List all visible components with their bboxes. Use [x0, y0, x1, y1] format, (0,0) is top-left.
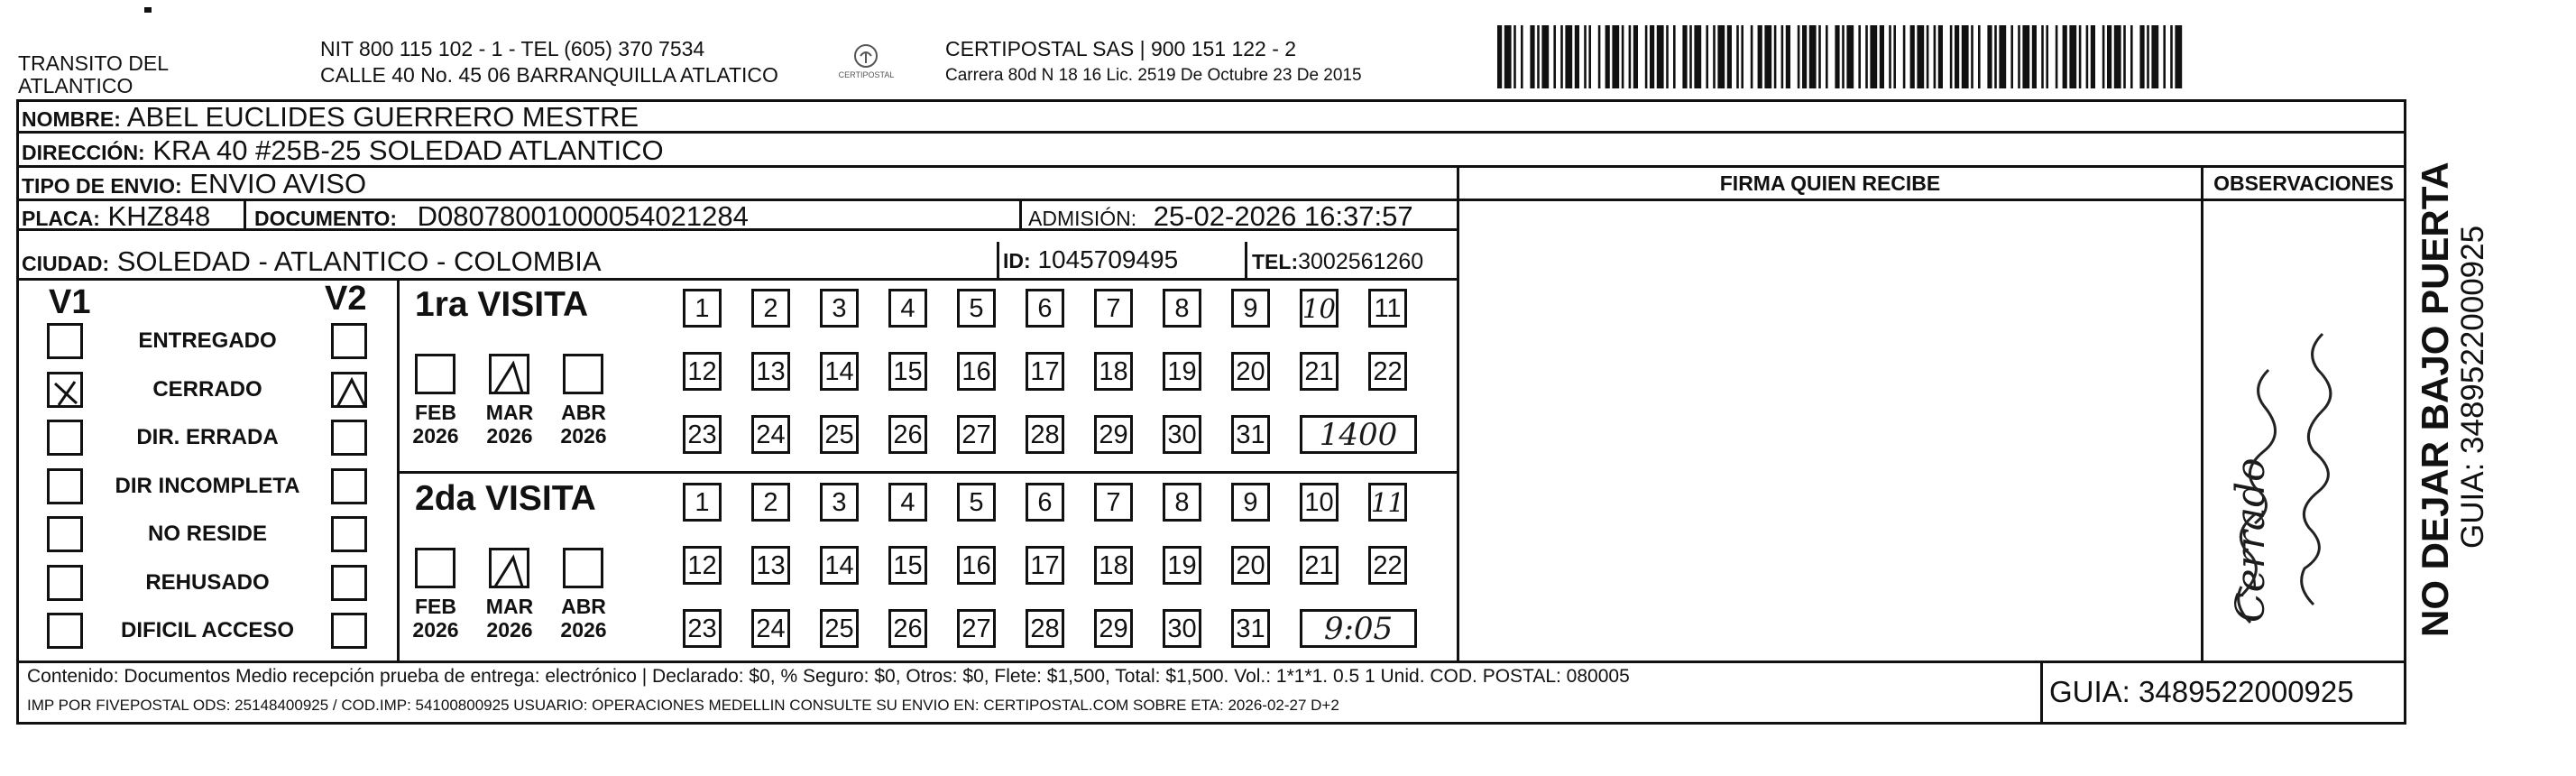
day-box[interactable]: 31 [1231, 609, 1270, 648]
barcode-bar [1927, 25, 1929, 88]
observaciones-header: OBSERVACIONES [2213, 171, 2394, 195]
day-box[interactable]: 3 [820, 289, 859, 328]
v2-checkbox[interactable] [331, 372, 367, 408]
status-label: CERRADO [152, 376, 262, 402]
day-box[interactable]: 3 [820, 483, 859, 522]
barcode-bar [1880, 25, 1884, 88]
v2-checkbox[interactable] [331, 516, 367, 552]
barcode-bar [1870, 25, 1877, 88]
day-box[interactable]: 10 [1300, 289, 1339, 328]
barcode-bar [1622, 25, 1624, 88]
day-box[interactable]: 13 [751, 546, 790, 585]
barcode-bar [1612, 25, 1619, 88]
license-line: Carrera 80d N 18 16 Lic. 2519 De Octubre 23 De 2015 [945, 66, 1362, 85]
tel-value: 3002561260 [1298, 249, 1424, 274]
x-mark-icon [50, 374, 86, 411]
barcode-bar [1758, 25, 1762, 88]
no-dejar-text: NO DEJAR BAJO PUERTA [2414, 162, 2456, 637]
month-name: ABR [561, 595, 606, 618]
barcode-bar [1633, 25, 1638, 88]
rule [1245, 242, 1247, 278]
day-box[interactable]: 21 [1300, 352, 1339, 391]
barcode-bar [1917, 25, 1924, 88]
barcode-bar [1598, 25, 1601, 88]
barcode-bar [1513, 25, 1516, 88]
month-label [404, 595, 467, 642]
direccion-value: KRA 40 #25B-25 SOLEDAD ATLANTICO [152, 134, 664, 166]
month-label [404, 401, 467, 448]
day-box[interactable]: 22 [1368, 352, 1407, 391]
v1-checkbox[interactable] [47, 468, 83, 504]
v2-checkbox[interactable] [331, 323, 367, 359]
day-box[interactable]: 27 [957, 415, 996, 454]
tel-row [1252, 245, 1423, 278]
barcode-bar [2079, 25, 2082, 88]
logo-text: CERTIPOSTAL [838, 70, 895, 79]
day-box[interactable]: 30 [1163, 609, 1201, 648]
day-box[interactable]: 20 [1231, 546, 1270, 585]
barcode-bar [1605, 25, 1610, 88]
rule [1457, 165, 1459, 663]
logo-icon [828, 38, 905, 92]
id-label: ID: [1003, 249, 1031, 273]
barcode-bar [1689, 25, 1692, 88]
rule [2404, 99, 2406, 725]
day-box[interactable]: 21 [1300, 546, 1339, 585]
barcode-bar [1565, 25, 1572, 88]
v2-checkbox[interactable] [331, 420, 367, 456]
tipo-label: TIPO DE ENVIO: [22, 174, 182, 198]
month-name: MAR [485, 401, 534, 424]
placa-row [22, 200, 210, 235]
day-box[interactable]: 14 [820, 546, 859, 585]
barcode-bar [1673, 25, 1676, 88]
day-box[interactable]: 15 [888, 546, 927, 585]
barcode-bar [1694, 25, 1701, 88]
barcode-bar [1809, 25, 1817, 88]
barcode-bar [1903, 25, 1906, 88]
day-box[interactable]: 27 [957, 609, 996, 648]
month-year: 2026 [560, 424, 607, 448]
rule [16, 661, 2406, 663]
barcode-bar [1938, 25, 1943, 88]
id-value: 1045709495 [1037, 245, 1179, 273]
barcode-bar [1865, 25, 1868, 88]
direccion-row [22, 134, 664, 169]
nombre-label: NOMBRE: [22, 107, 121, 131]
status-label: DIR INCOMPLETA [115, 473, 300, 498]
status-label: NO RESIDE [147, 522, 268, 546]
day-box[interactable]: 12 [683, 352, 722, 391]
month-label [552, 595, 615, 642]
barcode-bar [1645, 25, 1648, 88]
barcode-bar [1717, 25, 1725, 88]
admision-row [1028, 200, 1413, 235]
barcode-bar [1889, 25, 1891, 88]
day-box[interactable]: 29 [1094, 609, 1133, 648]
barcode-bar [2170, 25, 2173, 88]
day-box[interactable]: 26 [888, 609, 927, 648]
barcode-bar [2010, 25, 2013, 88]
month-year: 2026 [412, 424, 459, 448]
day-box[interactable]: 8 [1163, 289, 1201, 328]
direccion-label: DIRECCIÓN: [22, 141, 145, 164]
day-box[interactable]: 28 [1026, 415, 1064, 454]
visit-title: 1ra VISITA [415, 285, 589, 324]
day-box[interactable]: 2 [751, 483, 790, 522]
barcode-bar [1846, 25, 1854, 88]
barcode-bar [2091, 25, 2095, 88]
rule [16, 722, 2406, 725]
month-checkbox[interactable] [489, 548, 529, 588]
barcode-graphic [1497, 25, 2183, 88]
month-label [478, 401, 541, 448]
day-box[interactable]: 6 [1026, 483, 1064, 522]
month-checkbox[interactable] [415, 354, 455, 394]
barcode-bar [1741, 25, 1743, 88]
documento-label: DOCUMENTO: [254, 207, 398, 230]
barcode-bar [1971, 25, 1973, 88]
status-label: REHUSADO [145, 569, 270, 595]
day-box[interactable]: 29 [1094, 415, 1133, 454]
rule [16, 99, 19, 725]
barcode-bar [1764, 25, 1771, 88]
day-box[interactable]: 16 [957, 546, 996, 585]
barcode-bar [2139, 25, 2144, 88]
barcode-bar [2018, 25, 2020, 88]
day-box[interactable]: 17 [1026, 352, 1064, 391]
month-checkbox[interactable] [489, 354, 529, 394]
barcode-bar [1798, 25, 1800, 88]
id-row [1003, 244, 1178, 277]
ciudad-label: CIUDAD: [22, 252, 110, 275]
barcode-bar [1657, 25, 1664, 88]
certipostal-info [945, 38, 1362, 86]
day-box[interactable]: 30 [1163, 415, 1201, 454]
day-box[interactable]: 11 [1368, 289, 1407, 328]
barcode-bar [2041, 25, 2044, 88]
rule [244, 199, 246, 231]
barcode-bar [1575, 25, 1579, 88]
rule [397, 278, 400, 663]
barcode-bar [1682, 25, 1687, 88]
day-box[interactable]: 17 [1026, 546, 1064, 585]
barcode-bar [2022, 25, 2029, 88]
barcode-bar [1560, 25, 1563, 88]
barcode-bar [1521, 25, 1523, 88]
barcode-bar [1955, 25, 1959, 88]
month-year: 2026 [412, 618, 459, 642]
barcode-bar [1978, 25, 1981, 88]
day-box[interactable]: 8 [1163, 483, 1201, 522]
tipo-row [22, 168, 366, 202]
nombre-row [22, 101, 639, 135]
contenido-text: Contenido: Documentos Medio recepción prueba de entrega: electrónico | Declarado: $0, % Seguro: $0, Otros: $0, Flete: $1,500, Total: $1,500. Vol.: 1*1*1. 0.5 1 Unid. COD. POSTAL: 080005 [27, 666, 1630, 687]
barcode-bar [2102, 25, 2105, 88]
day-box[interactable]: 12 [683, 546, 722, 585]
status-label: DIR. ERRADA [136, 425, 279, 449]
barcode-bar [1774, 25, 1777, 88]
barcode-bar [2032, 25, 2037, 88]
day-box[interactable]: 9 [1231, 289, 1270, 328]
barcode-bar [2086, 25, 2089, 88]
barcode-bar [1893, 25, 1896, 88]
barcode-bar [1706, 25, 1708, 88]
day-box[interactable]: 20 [1231, 352, 1270, 391]
day-box[interactable]: 14 [820, 352, 859, 391]
month-name: MAR [485, 595, 534, 618]
day-box[interactable]: 1 [683, 289, 722, 328]
barcode-bar [1537, 25, 1540, 88]
v2-label: V2 [325, 280, 367, 318]
handwritten-time: 9:05 [1300, 609, 1417, 648]
ciudad-row [22, 245, 602, 280]
day-box[interactable]: 31 [1231, 415, 1270, 454]
check-mark-icon [492, 550, 532, 591]
barcode-bar [1736, 25, 1739, 88]
guia-box-text: GUIA: 3489522000925 [2049, 675, 2354, 708]
barcode-bar [1588, 25, 1591, 88]
nombre-value: ABEL EUCLIDES GUERRERO MESTRE [126, 101, 639, 133]
barcode-bar [1802, 25, 1807, 88]
day-box[interactable]: 11 [1368, 483, 1407, 522]
nit-line: NIT 800 115 102 - 1 - TEL (605) 370 7534 [320, 37, 705, 60]
day-box[interactable]: 15 [888, 352, 927, 391]
barcode [1497, 25, 2183, 88]
barcode-bar [1650, 25, 1654, 88]
barcode-bar [2056, 25, 2058, 88]
barcode-bar [1553, 25, 1556, 88]
check-mark-icon [492, 356, 532, 397]
barcode-bar [2107, 25, 2111, 88]
day-box[interactable]: 5 [957, 289, 996, 328]
imp-text: IMP POR FIVEPOSTAL ODS: 25148400925 / COD.IMP: 54100800925 USUARIO: OPERACIONES MEDELLIN CONSULTE SU ENVIO EN: CERTIPOSTAL.COM SOBRE ETA: 2026-02-27 D+2 [27, 697, 1339, 714]
address-line: CALLE 40 No. 45 06 BARRANQUILLA ATLATICO [320, 63, 778, 87]
day-box[interactable]: 2 [751, 289, 790, 328]
day-box[interactable]: 22 [1368, 546, 1407, 585]
documento-value: D08078001000054021284 [417, 200, 749, 232]
ciudad-value: SOLEDAD - ATLANTICO - COLOMBIA [116, 245, 602, 277]
barcode-bar [1786, 25, 1790, 88]
barcode-bar [1962, 25, 1969, 88]
barcode-bar [2123, 25, 2126, 88]
day-box[interactable]: 9 [1231, 483, 1270, 522]
barcode-bar [2163, 25, 2166, 88]
barcode-bar [1999, 25, 2006, 88]
month-label [478, 595, 541, 642]
barcode-bar [1713, 25, 1716, 88]
barcode-bar [1835, 25, 1839, 88]
visit-title: 2da VISITA [415, 479, 596, 518]
barcode-bar [1826, 25, 1828, 88]
firma-header: FIRMA QUIEN RECIBE [1719, 171, 1941, 195]
day-box[interactable]: 24 [751, 415, 790, 454]
day-box[interactable]: 7 [1094, 289, 1133, 328]
month-checkbox[interactable] [563, 548, 603, 588]
barcode-bar [1781, 25, 1784, 88]
admision-label: ADMISIÓN: [1028, 207, 1137, 230]
barcode-bar [1666, 25, 1669, 88]
status-label: DIFICIL ACCESO [120, 618, 294, 642]
tel-label: TEL: [1252, 250, 1299, 273]
barcode-bar [2114, 25, 2121, 88]
month-checkbox[interactable] [563, 354, 603, 394]
day-box[interactable]: 19 [1163, 546, 1201, 585]
placa-label: PLACA: [22, 207, 100, 230]
barcode-bar [1584, 25, 1587, 88]
day-box[interactable]: 13 [751, 352, 790, 391]
day-box[interactable]: 23 [683, 609, 722, 648]
barcode-bar [2069, 25, 2076, 88]
rule [2201, 199, 2406, 201]
v1-checkbox[interactable] [47, 420, 83, 456]
company-line-1: TRANSITO DEL [18, 51, 169, 75]
barcode-bar [1842, 25, 1845, 88]
month-name: FEB [415, 401, 456, 424]
handwritten-time: 1400 [1300, 415, 1417, 454]
rule [1019, 199, 1022, 231]
day-box[interactable]: 4 [888, 483, 927, 522]
barcode-bar [1751, 25, 1753, 88]
company-name [18, 52, 169, 97]
barcode-bar [1497, 25, 1502, 88]
rule [2040, 661, 2043, 724]
day-box[interactable]: 25 [820, 609, 859, 648]
rule [397, 471, 1459, 474]
day-box[interactable]: 18 [1094, 546, 1133, 585]
certipostal-logo [828, 38, 905, 92]
tick-mark [144, 7, 152, 13]
rule [2201, 165, 2203, 663]
barcode-bar [1950, 25, 1953, 88]
month-label [552, 401, 615, 448]
check-mark-icon [334, 374, 370, 411]
month-year: 2026 [560, 618, 607, 642]
side-guia-text: GUIA: 3489522000925 [2455, 225, 2490, 549]
month-checkbox[interactable] [415, 548, 455, 588]
v1-checkbox[interactable] [47, 613, 83, 649]
barcode-bar [2175, 25, 2182, 88]
month-name: ABR [561, 401, 606, 424]
day-box[interactable]: 23 [683, 415, 722, 454]
sender-info [320, 38, 778, 87]
barcode-bar [1858, 25, 1861, 88]
barcode-bar [1987, 25, 1992, 88]
day-box[interactable]: 6 [1026, 289, 1064, 328]
admision-value: 25-02-2026 16:37:57 [1153, 200, 1413, 232]
company-line-2: ATLANTICO [18, 74, 133, 97]
barcode-bar [1629, 25, 1632, 88]
v1-checkbox[interactable] [47, 372, 83, 408]
v2-checkbox[interactable] [331, 565, 367, 601]
barcode-bar [2130, 25, 2133, 88]
v1-checkbox[interactable] [47, 565, 83, 601]
documento-row [254, 200, 749, 235]
barcode-bar [1910, 25, 1915, 88]
day-box[interactable]: 1 [683, 483, 722, 522]
tipo-value: ENVIO AVISO [189, 168, 367, 199]
barcode-bar [1541, 25, 1549, 88]
v1-label: V1 [49, 283, 91, 321]
v1-checkbox[interactable] [47, 516, 83, 552]
barcode-bar [1504, 25, 1512, 88]
month-year: 2026 [486, 424, 533, 448]
day-box[interactable]: 28 [1026, 609, 1064, 648]
barcode-bar [1530, 25, 1534, 88]
status-label: ENTREGADO [138, 328, 277, 353]
barcode-bar [1994, 25, 1997, 88]
barcode-bar [1727, 25, 1732, 88]
barcode-bar [2063, 25, 2067, 88]
signature-scribble [2214, 298, 2359, 641]
day-box[interactable]: 16 [957, 352, 996, 391]
observations-handwriting: Cerrado [2228, 457, 2274, 623]
day-box[interactable]: 10 [1300, 483, 1339, 522]
v2-checkbox[interactable] [331, 468, 367, 504]
barcode-bar [2046, 25, 2048, 88]
month-year: 2026 [486, 618, 533, 642]
month-name: FEB [415, 595, 456, 618]
v2-checkbox[interactable] [331, 613, 367, 649]
barcode-bar [2151, 25, 2158, 88]
placa-value: KHZ848 [107, 200, 211, 232]
day-box[interactable]: 19 [1163, 352, 1201, 391]
v1-checkbox[interactable] [47, 323, 83, 359]
day-box[interactable]: 18 [1094, 352, 1133, 391]
day-box[interactable]: 7 [1094, 483, 1133, 522]
day-box[interactable]: 4 [888, 289, 927, 328]
barcode-bar [1934, 25, 1937, 88]
barcode-bar [2147, 25, 2149, 88]
day-box[interactable]: 26 [888, 415, 927, 454]
day-box[interactable]: 24 [751, 609, 790, 648]
certipostal-line: CERTIPOSTAL SAS | 900 151 122 - 2 [945, 37, 1297, 60]
rule [997, 242, 999, 278]
day-box[interactable]: 25 [820, 415, 859, 454]
day-box[interactable]: 5 [957, 483, 996, 522]
barcode-bar [1818, 25, 1821, 88]
